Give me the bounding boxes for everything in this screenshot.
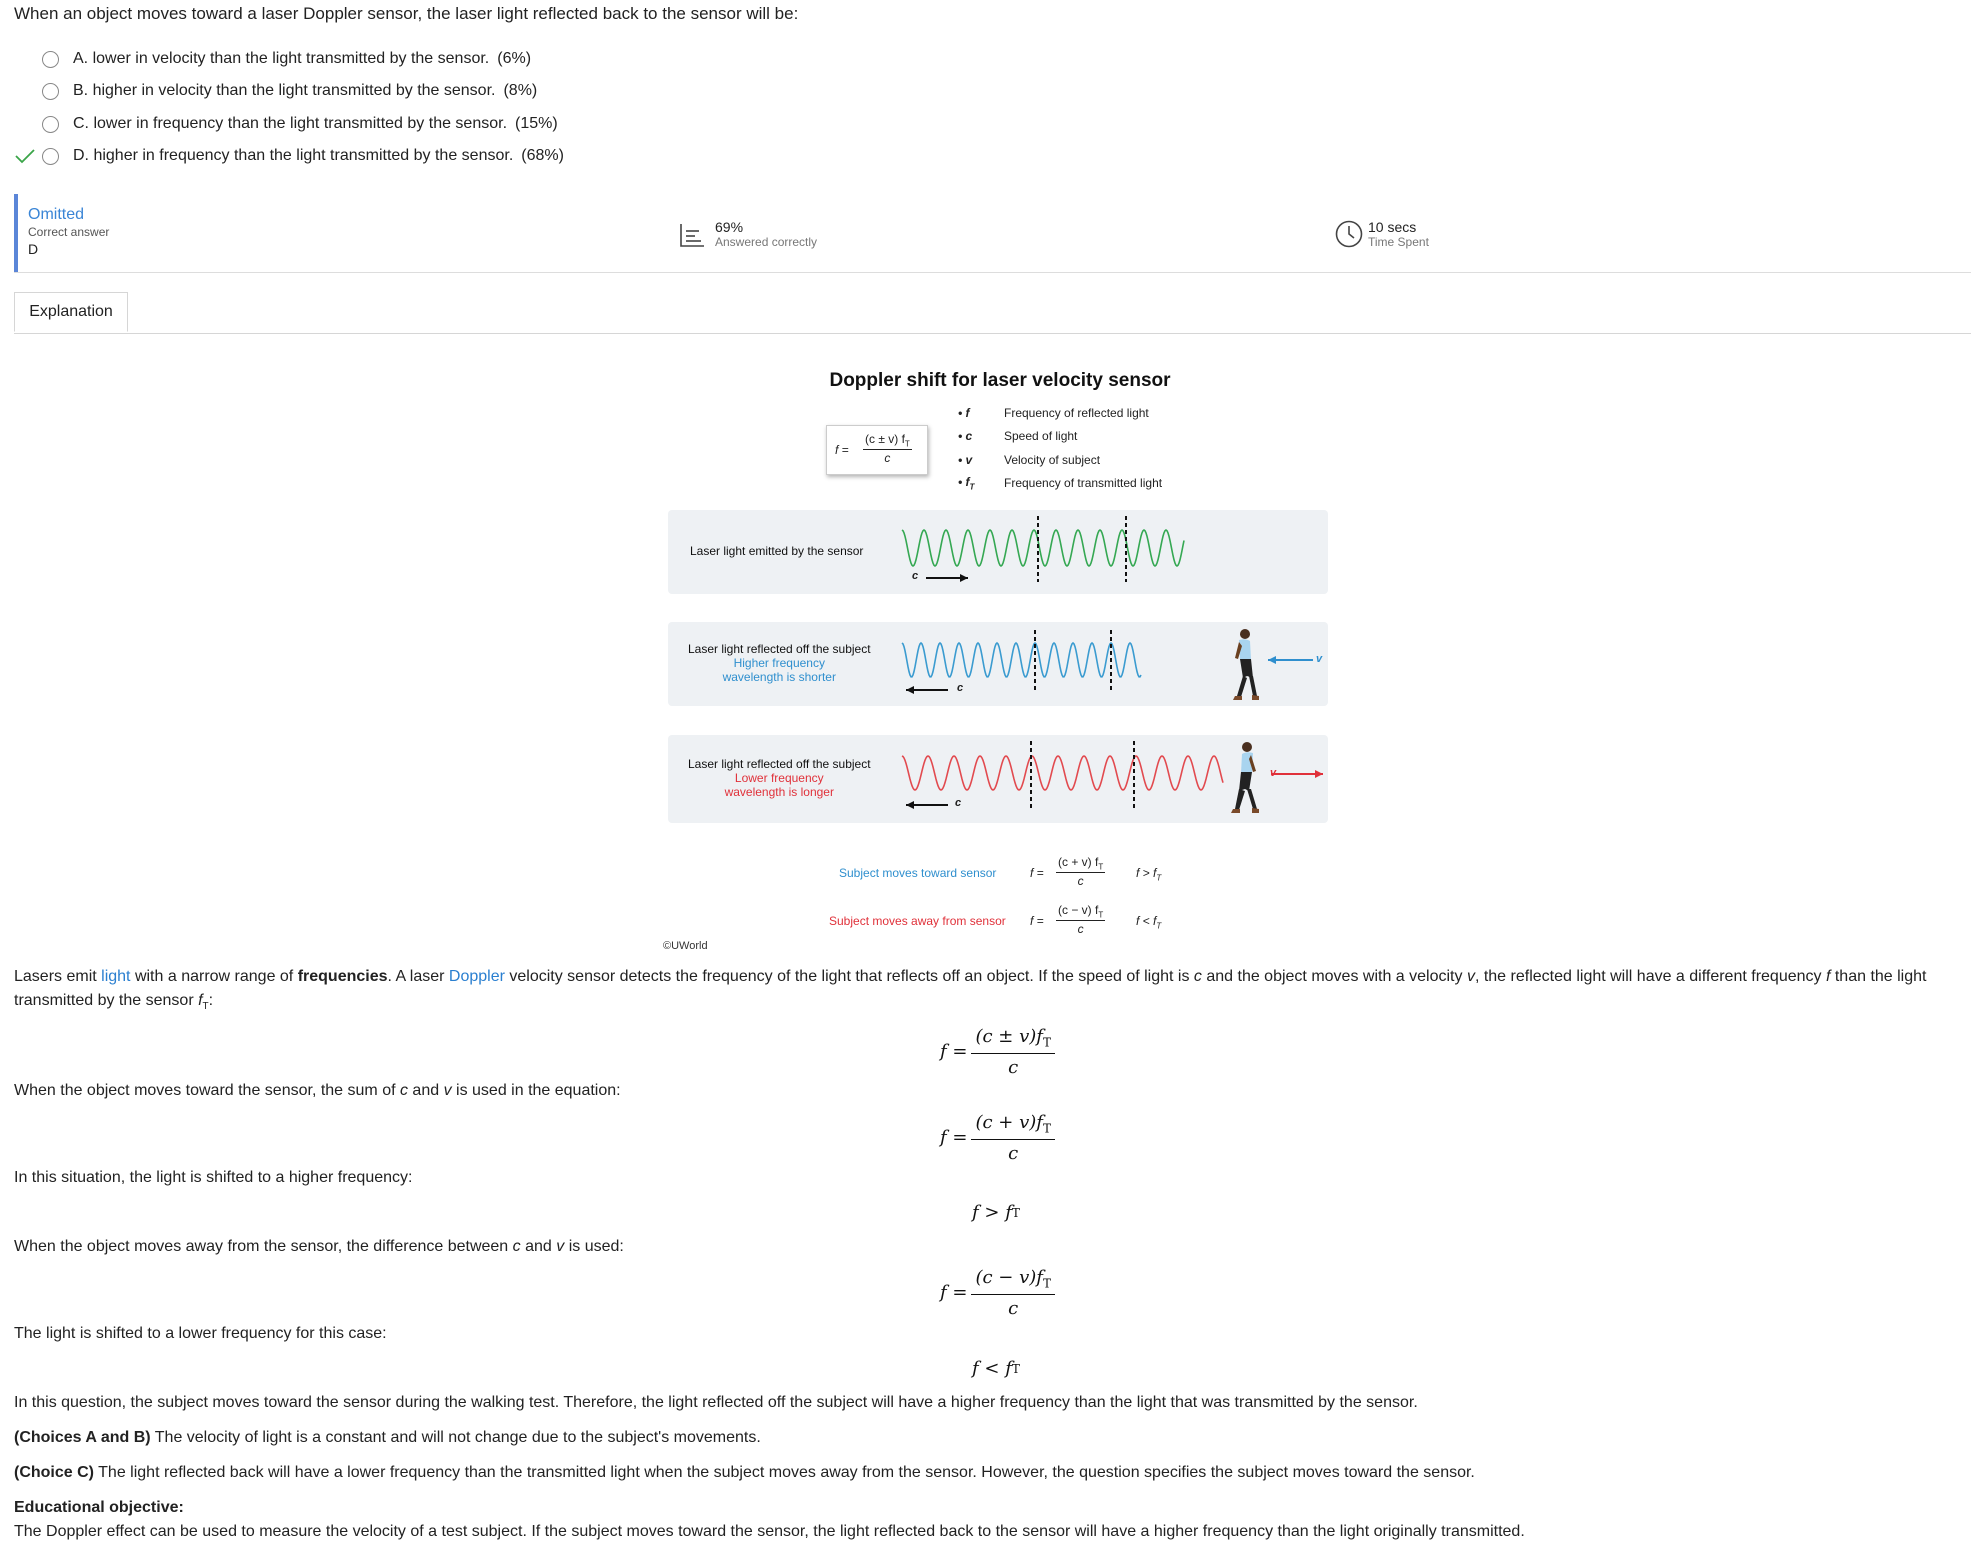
explanation-p5: The light is shifted to a lower frequency for this case: (14, 1325, 387, 1342)
tab-divider (14, 333, 1971, 334)
equation-3: f > f T (972, 1202, 1020, 1223)
panel-higher-label: Laser light reflected off the subject (688, 642, 871, 656)
figure-title: Doppler shift for laser velocity sensor (829, 370, 1171, 391)
correct-answer-value: D (28, 241, 39, 257)
explanation-p8: (Choice C) The light reflected back will have a lower frequency than the transmitted light when the subject moves away from the sensor. However, the question specifies the subject moves toward the sensor. (14, 1464, 1475, 1481)
choice-b[interactable] (14, 79, 537, 103)
checkmark-icon (14, 145, 36, 167)
panel-lower-line2: wavelength is longer (724, 785, 834, 799)
emitted-c-label: c (912, 570, 919, 582)
link-doppler[interactable]: Doppler (448, 968, 505, 985)
legend-c: • c Speed of light (958, 429, 1078, 443)
choice-c-letter: C. (73, 115, 89, 132)
choice-a-letter: A. (73, 50, 89, 67)
bar-chart-icon (679, 222, 705, 253)
tab-explanation[interactable]: Explanation (14, 292, 128, 332)
panel-emitted-label: Laser light emitted by the sensor (690, 544, 864, 558)
legend-ft: • $f_T$ Frequency of transmitted light (958, 474, 1163, 492)
choice-b-pct: (8%) (503, 82, 538, 99)
lower-c-label: c (955, 797, 962, 809)
explanation-p7: (Choices A and B) The velocity of light is a constant and will not change due to the subject's movements. (14, 1429, 761, 1446)
panel-emitted (668, 510, 1328, 594)
note-away-lhs: f = (1030, 914, 1044, 928)
legend-v: • v Velocity of subject (958, 453, 1101, 467)
radio-a[interactable] (42, 51, 59, 68)
panel-higher-line2: wavelength is shorter (722, 670, 836, 684)
formula-box (826, 425, 928, 475)
formula-lhs: f = (835, 443, 849, 457)
radio-d[interactable] (42, 148, 59, 165)
equation-2: f = $\frac{(c + v)f_T}{c}$ (940, 1112, 1055, 1164)
explanation-p6: In this question, the subject moves toward the sensor during the walking test. Therefore, the light reflected off the subject will have a higher frequency than the light that was transmitted by the sensor. (14, 1394, 1418, 1411)
link-light[interactable]: light (101, 968, 131, 985)
radio-c[interactable] (42, 116, 59, 133)
choice-a-pct: (6%) (497, 50, 532, 67)
higher-v-label: v (1316, 653, 1323, 665)
question-text: When an object moves toward a laser Doppler sensor, the laser light reflected back to the sensor will be: (14, 4, 799, 23)
note-toward-relation: $f > f_T$ (1136, 866, 1162, 883)
percent-correct-value: 69% (715, 219, 744, 235)
copyright: ©UWorld (663, 940, 708, 952)
panel-lower-label: Laser light reflected off the subject (688, 757, 871, 771)
equation-1: f = $\frac{(c \pm v)f_T}{c}$ (940, 1026, 1055, 1078)
choice-d-pct: (68%) (521, 147, 564, 164)
choice-d[interactable] (14, 144, 564, 168)
formula-sub: T (904, 439, 910, 449)
emitted-wave-diagram (668, 510, 1328, 594)
panel-lower-line1: Lower frequency (734, 771, 824, 785)
educational-objective-text: The Doppler effect can be used to measure the velocity of a test subject. If the subject moves toward the sensor, the light reflected back to the sensor will have a higher frequency than the light originally transmitted. (14, 1523, 1525, 1540)
choice-a[interactable] (14, 47, 531, 71)
walking-person-icon (1231, 739, 1267, 815)
choice-d-letter: D. (73, 147, 89, 164)
note-toward-frac: $\frac{(c + v) f_T}{c}$ (1058, 855, 1104, 889)
clock-icon (1335, 220, 1363, 253)
choice-b-letter: B. (73, 82, 89, 99)
panel-higher (668, 622, 1328, 706)
panel-higher-line1: Higher frequency (733, 656, 825, 670)
note-away-relation: $f < f_T$ (1136, 914, 1162, 931)
stats-accent (14, 194, 18, 272)
choice-b-text: higher in velocity than the light transmitted by the sensor. (92, 82, 496, 99)
explanation-p1: Lasers emit light with a narrow range of frequencies. A laser Doppler velocity sensor detects the frequency of the light that reflects off an object. If the speed of light is c and the object moves with a velocity v, the reflected light will have a different frequency f than the light transmitted by the sensor $f_T$: (14, 968, 1927, 1013)
walking-person-icon (1225, 626, 1261, 702)
explanation-p2: When the object moves toward the sensor, the sum of c and v is used in the equation: (14, 1082, 621, 1099)
choice-c[interactable] (14, 112, 558, 136)
note-toward-lhs: f = (1030, 866, 1044, 880)
correct-answer-label: Correct answer (28, 225, 110, 239)
higher-c-label: c (957, 682, 964, 694)
time-spent-value: 10 secs (1368, 219, 1417, 235)
percent-correct-label: Answered correctly (715, 235, 818, 249)
equation-4: f = $\frac{(c - v)f_T}{c}$ (940, 1267, 1055, 1319)
educational-objective-title: Educational objective: (14, 1499, 184, 1516)
panel-lower (668, 735, 1328, 823)
explanation-p3: In this situation, the light is shifted to a higher frequency: (14, 1169, 413, 1186)
choice-c-pct: (15%) (515, 115, 558, 132)
explanation-p4: When the object moves away from the sensor, the difference between c and v is used: (14, 1238, 624, 1255)
status-omitted: Omitted (28, 206, 85, 223)
legend-f: • f Frequency of reflected light (958, 406, 1149, 420)
lower-wave-diagram (668, 735, 1328, 823)
formula-num: (c ± v) f (865, 432, 905, 446)
choice-a-text: lower in velocity than the light transmitted by the sensor. (92, 50, 490, 67)
stats-bar (14, 194, 1971, 273)
note-toward-text: Subject moves toward sensor (839, 866, 997, 880)
note-away-text: Subject moves away from sensor (829, 914, 1006, 928)
formula-den: c (884, 451, 891, 466)
note-away-frac: $\frac{(c - v) f_T}{c}$ (1058, 903, 1104, 937)
choice-c-text: lower in frequency than the light transmitted by the sensor. (93, 115, 508, 132)
choice-d-text: higher in frequency than the light transmitted by the sensor. (93, 147, 514, 164)
radio-b[interactable] (42, 83, 59, 100)
lower-v-label: v (1270, 767, 1277, 779)
time-spent-label: Time Spent (1368, 235, 1429, 249)
equation-5: f < f T (972, 1358, 1020, 1379)
